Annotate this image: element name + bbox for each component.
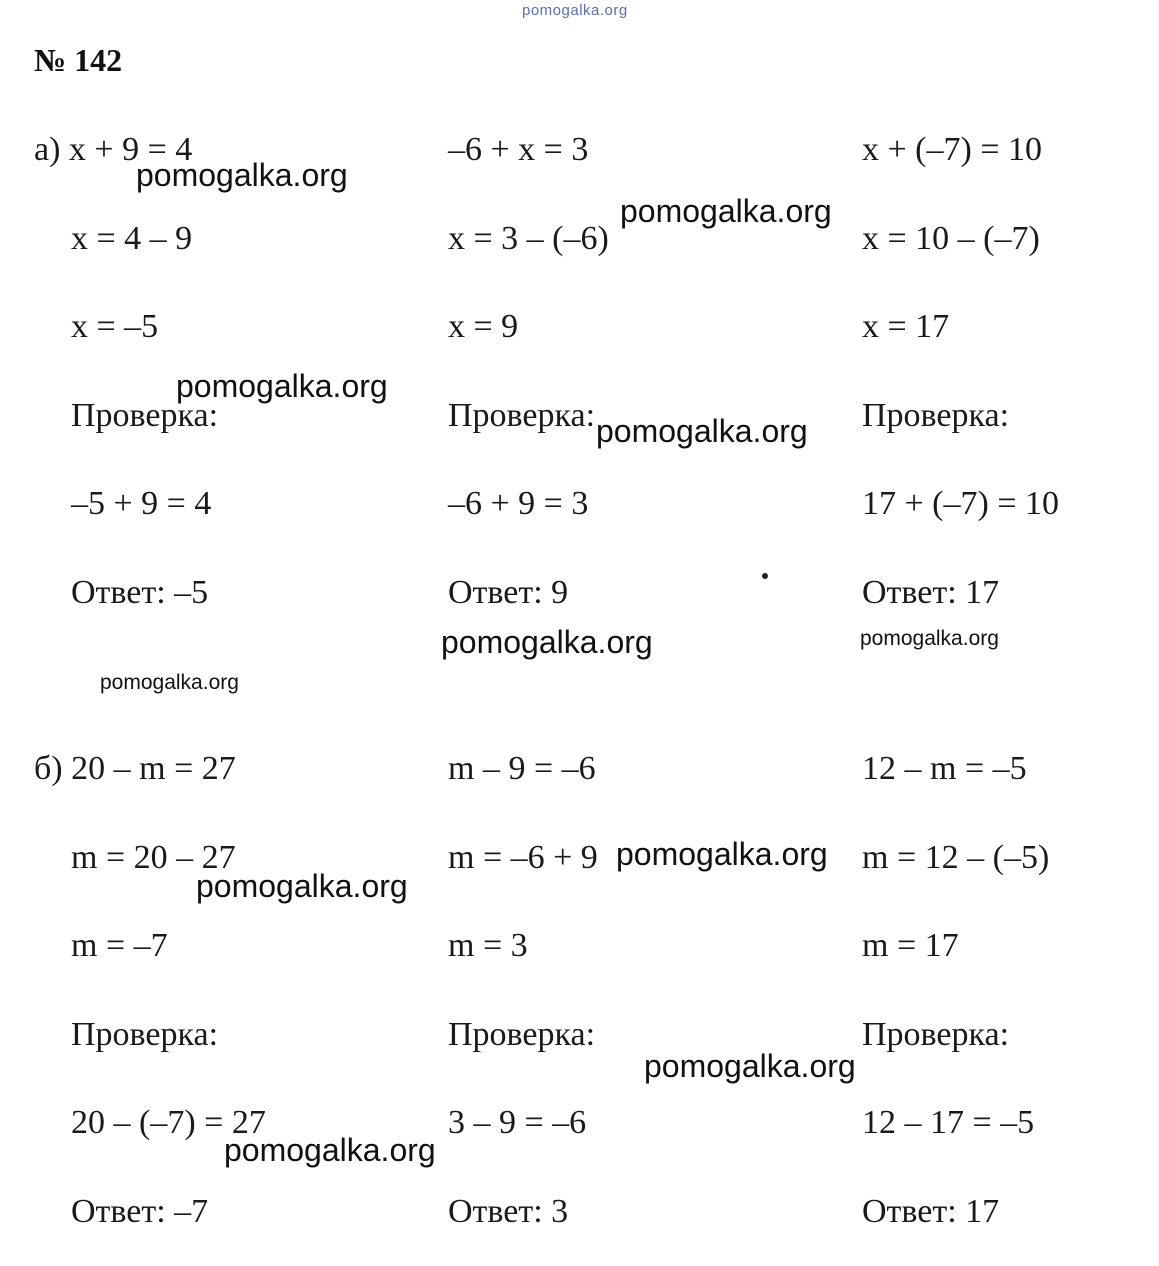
equation-line: 12 – m = –5 [862, 750, 1027, 787]
site-watermark: pomogalka.org [620, 193, 832, 229]
equation-line: x = –5 [71, 308, 159, 345]
site-watermark: pomogalka.org [224, 1132, 436, 1168]
check-label: Проверка: [448, 1016, 596, 1053]
check-line: 17 + (–7) = 10 [862, 485, 1059, 522]
equation-line: x + (–7) = 10 [862, 131, 1042, 168]
answer-line: Ответ: 17 [862, 574, 1000, 611]
equation-line: –6 + x = 3 [448, 131, 589, 168]
equation-line: m = 3 [448, 927, 528, 964]
site-watermark: pomogalka.org [136, 157, 348, 193]
site-watermark-top: pomogalka.org [522, 2, 628, 19]
answer-line: Ответ: 17 [862, 1193, 1000, 1230]
equation-line: б) 20 – m = 27 [34, 750, 236, 787]
equation-line: m = 20 – 27 [71, 839, 236, 876]
stray-dot [762, 573, 768, 579]
equation-line: x = 10 – (–7) [862, 220, 1040, 257]
check-label: Проверка: [71, 1016, 219, 1053]
answer-line: Ответ: –7 [71, 1193, 209, 1230]
equation-line: m = –6 + 9 [448, 839, 598, 876]
check-line: 3 – 9 = –6 [448, 1104, 587, 1141]
site-watermark: pomogalka.org [176, 368, 388, 404]
site-watermark: pomogalka.org [644, 1048, 856, 1084]
check-line: –5 + 9 = 4 [71, 485, 212, 522]
site-watermark: pomogalka.org [616, 836, 828, 872]
check-line: 12 – 17 = –5 [862, 1104, 1035, 1141]
check-label: Проверка: [862, 1016, 1010, 1053]
equation-line: а) x + 9 = 4 [34, 131, 193, 168]
equation-line: x = 9 [448, 308, 519, 345]
equation-line: x = 3 – (–6) [448, 220, 609, 257]
check-label: Проверка: [448, 397, 596, 434]
answer-line: Ответ: 9 [448, 574, 569, 611]
answer-line: Ответ: –5 [71, 574, 209, 611]
site-watermark: pomogalka.org [596, 413, 808, 449]
equation-line: m = 12 – (–5) [862, 839, 1050, 876]
equation-line: x = 17 [862, 308, 950, 345]
equation-line: m = –7 [71, 927, 168, 964]
site-watermark: pomogalka.org [860, 627, 999, 650]
equation-line: m – 9 = –6 [448, 750, 596, 787]
site-watermark: pomogalka.org [100, 671, 239, 694]
check-label: Проверка: [862, 397, 1010, 434]
check-line: –6 + 9 = 3 [448, 485, 589, 522]
equation-line: m = 17 [862, 927, 959, 964]
equation-line: x = 4 – 9 [71, 220, 193, 257]
check-label: Проверка: [71, 397, 219, 434]
site-watermark: pomogalka.org [441, 624, 653, 660]
exercise-number: № 142 [34, 42, 123, 78]
site-watermark: pomogalka.org [196, 868, 408, 904]
answer-line: Ответ: 3 [448, 1193, 569, 1230]
check-line: 20 – (–7) = 27 [71, 1104, 266, 1141]
